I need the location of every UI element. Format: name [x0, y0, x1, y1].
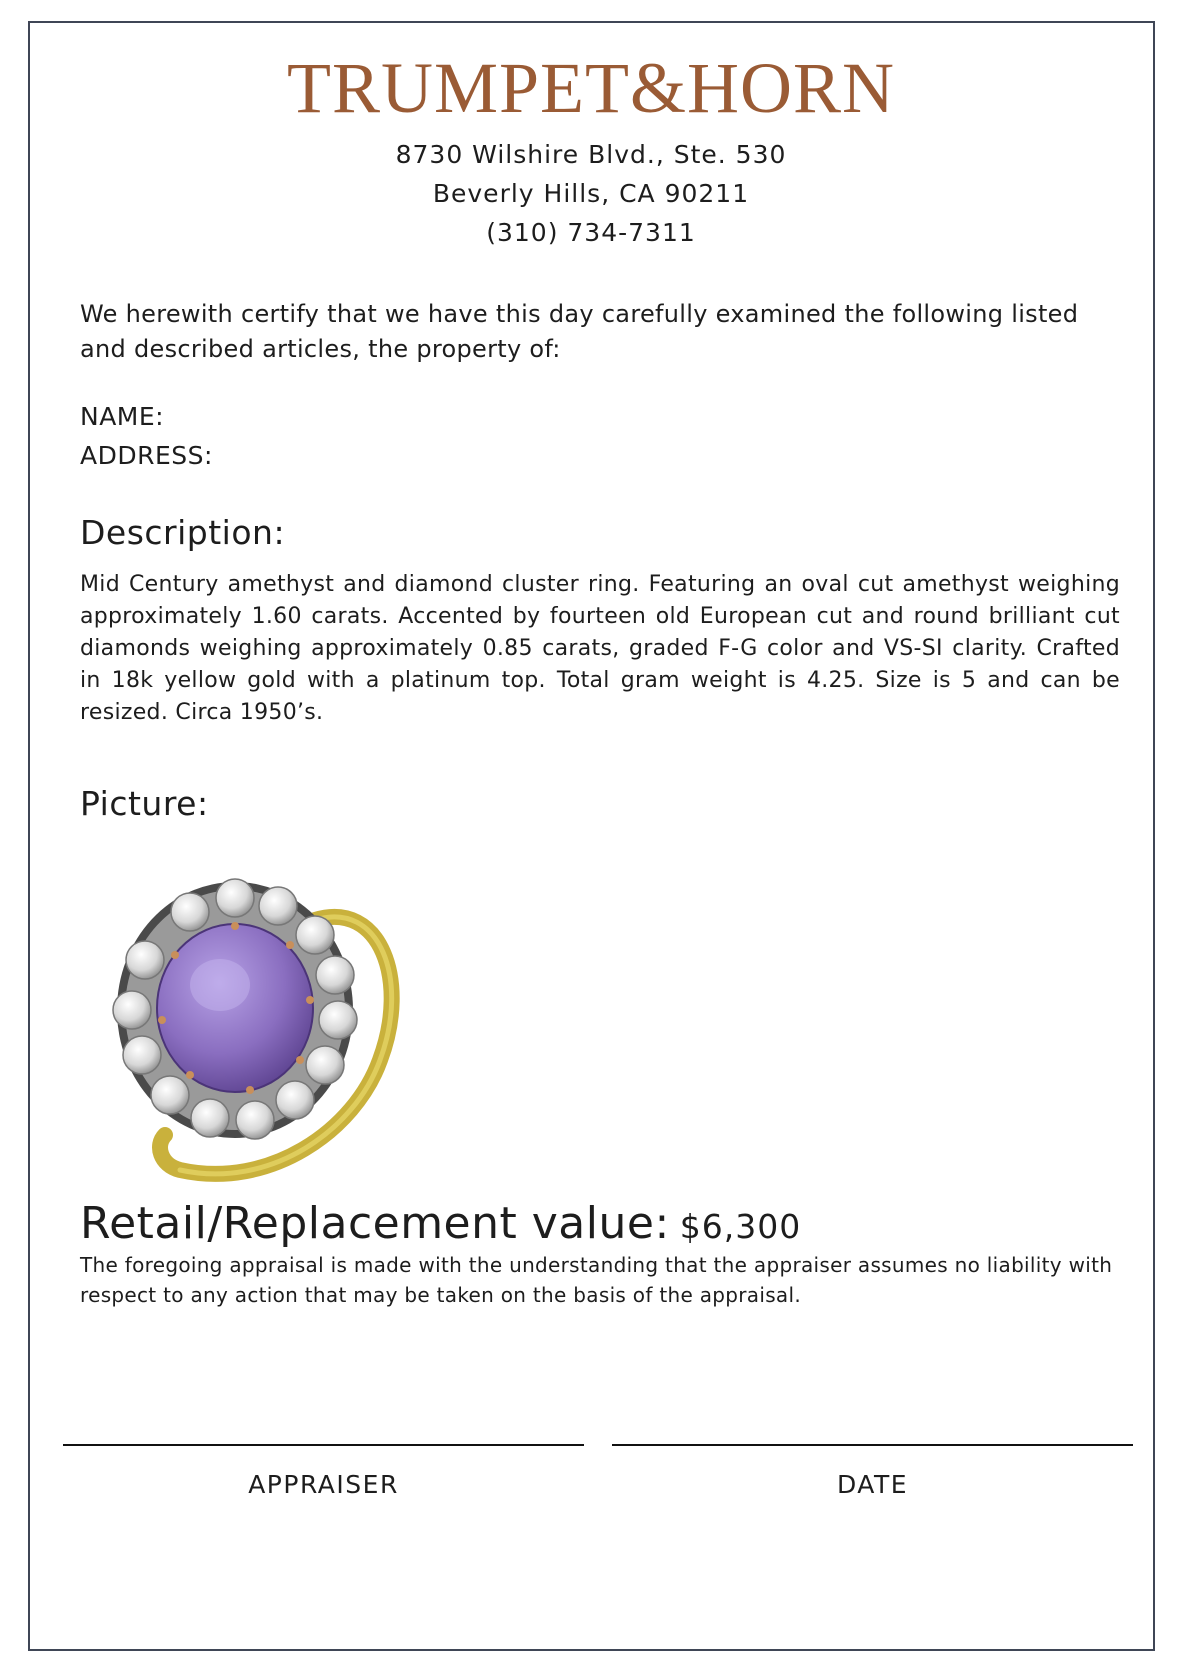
address-label: ADDRESS: [80, 441, 213, 470]
address-line-2: Beverly Hills, CA 90211 [432, 179, 750, 208]
name-label: NAME: [80, 402, 165, 431]
valuation-row [80, 1198, 801, 1249]
valuation-label: Retail/Replacement value: [80, 1198, 670, 1249]
phone-number: (310) 734-7311 [486, 218, 696, 247]
appraisal-disclaimer: The foregoing appraisal is made with the understanding that the appraiser assumes no liability with respect to any action that may be taken on the basis of the appraisal. [80, 1253, 1113, 1307]
description-text: Mid Century amethyst and diamond cluster ring. Featuring an oval cut amethyst weighing approximately 1.60 carats. Accented by fourteen old European cut and round brilliant cut diamonds weighing approximately 0.85 carats, graded F-G color and VS-SI clarity. Crafted in 18k yellow gold with a platinum top. Total gram weight is 4.25. Size is 5 and can be resized. Circa 1950’s. [80, 572, 1120, 725]
address-line-1: 8730 Wilshire Blvd., Ste. 530 [395, 140, 787, 169]
date-label: DATE [836, 1470, 909, 1499]
appraiser-label: APPRAISER [248, 1470, 399, 1499]
certification-text: We herewith certify that we have this day carefully examined the following listed and described articles, the property of: [80, 300, 1079, 363]
company-logo: TRUMPET&HORN [286, 48, 896, 128]
page-border [28, 21, 1155, 1651]
ring-photo [110, 860, 430, 1190]
appraiser-signature-line [63, 1444, 584, 1446]
description-heading: Description: [80, 513, 286, 552]
picture-heading: Picture: [80, 784, 209, 823]
date-signature-line [612, 1444, 1133, 1446]
valuation-amount: $6,300 [679, 1207, 802, 1246]
